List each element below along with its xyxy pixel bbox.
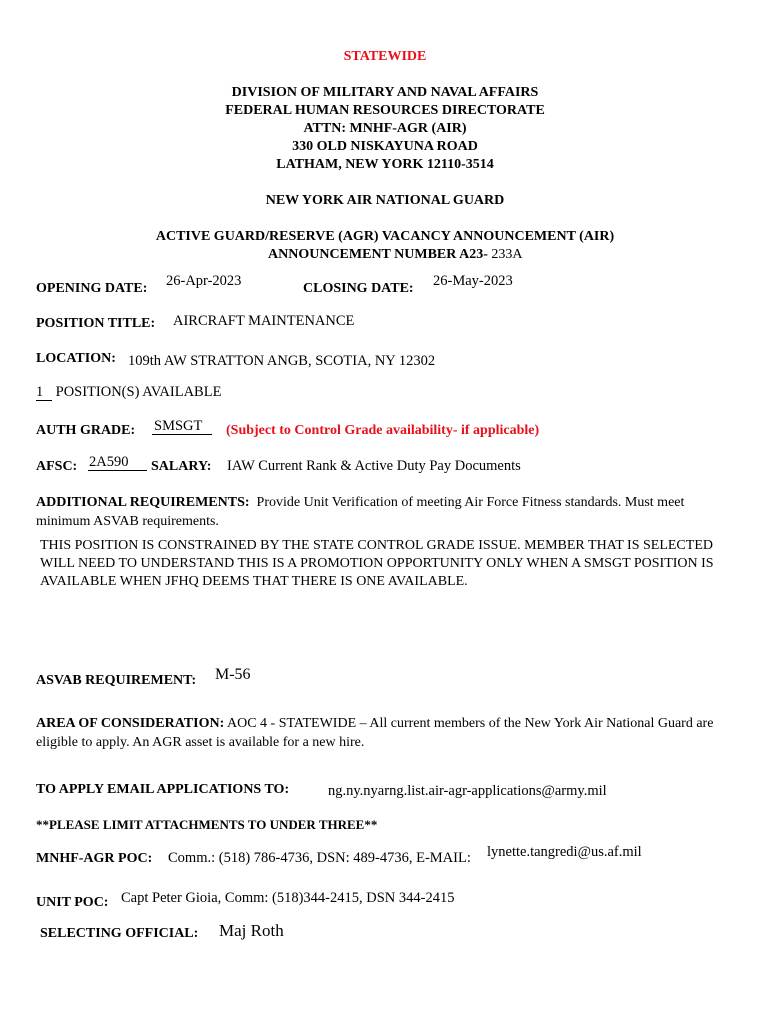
announcement-number-label: ANNOUNCEMENT NUMBER A23- [268, 247, 488, 262]
additional-requirements-label: ADDITIONAL REQUIREMENTS: [36, 495, 250, 510]
afsc-value: 2A590 [88, 454, 147, 471]
position-count-field: 1 [36, 384, 52, 401]
address-line-4: 330 OLD NISKAYUNA ROAD [292, 139, 478, 154]
address-line-2: FEDERAL HUMAN RESOURCES DIRECTORATE [225, 103, 545, 118]
position-title-value: AIRCRAFT MAINTENANCE [173, 313, 355, 329]
asvab-label: ASVAB REQUIREMENT: [36, 673, 197, 688]
auth-grade-field-wrap [152, 418, 212, 435]
location-value: 109th AW STRATTON ANGB, SCOTIA, NY 12302 [128, 353, 436, 369]
afsc-field-wrap [88, 454, 147, 471]
announcement-number [268, 246, 522, 264]
position-count-label: POSITION(S) AVAILABLE [55, 384, 222, 400]
area-of-consideration-label: AREA OF CONSIDERATION: [36, 716, 225, 731]
salary-value: IAW Current Rank & Active Duty Pay Documents [227, 458, 521, 474]
afsc-label: AFSC: [36, 459, 78, 474]
additional-requirements [36, 493, 726, 531]
control-grade-constraint: THIS POSITION IS CONSTRAINED BY THE STATE CONTROL GRADE ISSUE. MEMBER THAT IS SELECTED WILL NEED TO UNDERSTAND THIS IS A PROMOTION OPPORTUNITY ONLY WHEN A SMSGT POSITION IS AVAILABLE WHEN JFHQ DEEMS THAT THERE IS ONE AVAILABLE. [40, 538, 714, 589]
announcement-number-value: 233A [491, 247, 523, 262]
mnhf-poc-email[interactable]: lynette.tangredi@us.af.mil [487, 844, 642, 860]
grade-availability-note: (Subject to Control Grade availability- if applicable) [226, 423, 540, 438]
statewide-heading: STATEWIDE [343, 49, 427, 64]
closing-date-value: 26-May-2023 [433, 273, 513, 289]
announcement-title: ACTIVE GUARD/RESERVE (AGR) VACANCY ANNOUNCEMENT (AIR) [155, 229, 615, 244]
address-line-1: DIVISION OF MILITARY AND NAVAL AFFAIRS [231, 85, 539, 100]
mnhf-poc-label: MNHF-AGR POC: [36, 851, 153, 866]
unit-poc-label: UNIT POC: [36, 895, 109, 910]
unit-poc-text: Capt Peter Gioia, Comm: (518)344-2415, DSN 344-2415 [121, 890, 455, 906]
position-title-label: POSITION TITLE: [36, 316, 156, 331]
address-line-5: LATHAM, NEW YORK 12110-3514 [276, 157, 494, 172]
area-of-consideration [36, 714, 726, 752]
location-label: LOCATION: [36, 351, 116, 366]
positions-available [36, 384, 221, 401]
closing-date-label: CLOSING DATE: [303, 281, 414, 296]
selecting-official-value: Maj Roth [219, 921, 284, 940]
auth-grade-value: SMSGT [152, 418, 212, 435]
address-line-3: ATTN: MNHF-AGR (AIR) [303, 121, 467, 136]
additional-requirements-text: Provide Unit Verification of meeting Air Force Fitness standards. Must meet minimum ASVAB requirements. [36, 495, 685, 529]
unit-heading: NEW YORK AIR NATIONAL GUARD [265, 193, 505, 208]
area-of-consideration-text: AOC 4 - STATEWIDE – All current members of the New York Air National Guard are eligible to apply. An AGR asset is available for a new hire. [36, 716, 714, 750]
mnhf-poc-text: Comm.: (518) 786-4736, DSN: 489-4736, E-MAIL: [168, 850, 471, 866]
apply-email-label: TO APPLY EMAIL APPLICATIONS TO: [36, 782, 290, 797]
apply-email-address[interactable]: ng.ny.nyarng.list.air-agr-applications@army.mil [328, 783, 607, 799]
opening-date-label: OPENING DATE: [36, 281, 148, 296]
opening-date-value: 26-Apr-2023 [166, 273, 242, 289]
attachment-limit-note: **PLEASE LIMIT ATTACHMENTS TO UNDER THREE** [36, 817, 378, 832]
selecting-official-label: SELECTING OFFICIAL: [40, 926, 199, 941]
asvab-value: M-56 [215, 666, 251, 683]
auth-grade-label: AUTH GRADE: [36, 423, 136, 438]
salary-label: SALARY: [151, 459, 212, 474]
